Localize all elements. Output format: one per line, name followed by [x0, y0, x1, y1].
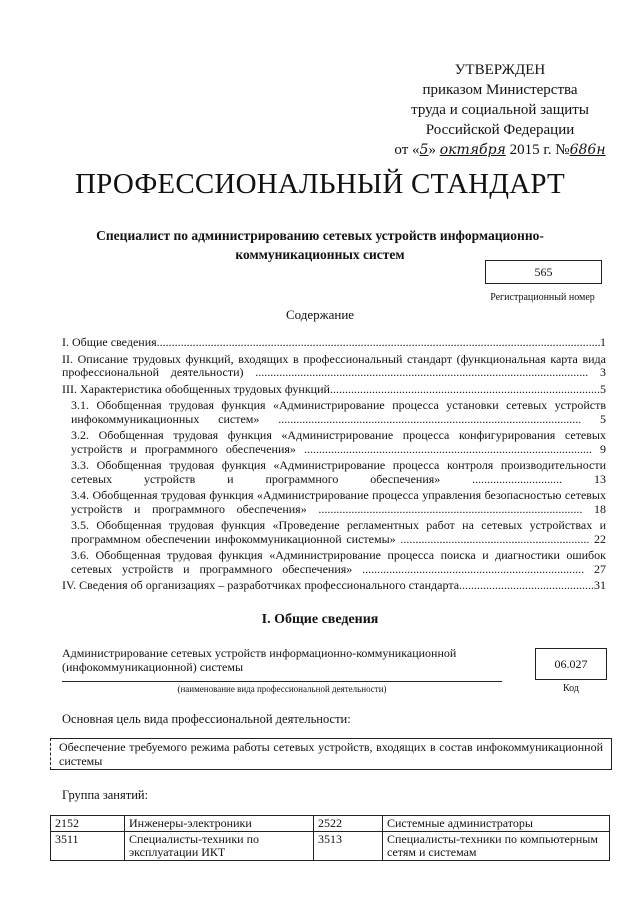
toc-entry-text: 3.2. Обобщенная трудовая функция «Администрирование процесса конфигурирования сетевых устройств и программного обеспечения» — [71, 428, 606, 456]
date-day: 5 — [419, 142, 429, 158]
toc-leader: ..................................................................................................... — [259, 411, 600, 426]
approval-country-line: Российской Федерации — [425, 122, 575, 138]
order-number: 686н — [569, 142, 606, 158]
toc-entry[interactable] — [71, 429, 606, 456]
activity-underline — [62, 681, 502, 682]
activity-name-line2: (инфокоммуникационной) системы — [62, 660, 244, 674]
activity-code-label: Код — [563, 683, 579, 694]
date-month: октября — [439, 142, 506, 158]
occupation-groups-table — [50, 815, 610, 861]
toc-entry[interactable] — [62, 353, 606, 380]
toc-leader: .............................. — [440, 471, 595, 486]
group-name: Инженеры-электроники — [125, 816, 314, 832]
date-mid: » — [428, 142, 436, 158]
group-code: 3513 — [314, 832, 383, 861]
toc-entry-page: 1 — [600, 335, 606, 349]
table-row — [51, 832, 610, 861]
date-year: 2015 г. № — [509, 142, 570, 158]
toc-entry-text: 3.3. Обобщенная трудовая функция «Администрирование процесса контроля производительности сетевых устройств и программного обеспечения» — [71, 458, 606, 486]
activity-name — [62, 646, 502, 674]
toc-title: Содержание — [285, 307, 355, 322]
activity-name-line1: Администрирование сетевых устройств информационно-коммуникационной — [62, 646, 457, 660]
group-code: 2152 — [51, 816, 125, 832]
toc-leader: ............................................................................................................... — [243, 365, 600, 379]
group-name: Системные администраторы — [383, 816, 610, 832]
toc-entry-text: 3.1. Обобщенная трудовая функция «Администрирование процесса установки сетевых устройств инфокоммуникационных систем» — [71, 398, 606, 426]
date-prefix: от « — [394, 142, 420, 158]
toc-entry-text: 3.5. Обобщенная трудовая функция «Проведение регламентных работ на сетевых устройствах и программном обеспечении инфокоммуникационной системы» — [71, 518, 606, 546]
toc-entry[interactable] — [71, 549, 606, 576]
toc-leader: ................................................................................................ — [295, 441, 600, 456]
toc-entry-page: 27 — [594, 561, 607, 576]
toc-entry[interactable] — [62, 336, 606, 350]
toc-entry-page: 22 — [594, 531, 606, 546]
toc-entry-text: 3.6. Обобщенная трудовая функция «Администрирование процесса поиска и диагностики ошибок сетевых устройств и программного обеспечения» — [71, 548, 606, 576]
toc-leader — [330, 383, 600, 397]
document-title: ПРОФЕССИОНАЛЬНЫЙ СТАНДАРТ — [75, 168, 565, 200]
activity-caption: (наименование вида профессиональной деятельности) — [177, 684, 387, 694]
activity-code-box: 06.027 — [535, 648, 607, 680]
toc-entry[interactable] — [71, 399, 606, 426]
group-code: 3511 — [51, 832, 125, 861]
toc-entry-page: 5 — [600, 381, 606, 396]
toc-entry[interactable] — [62, 579, 606, 593]
goal-label: Основная цель вида профессиональной деятельности: — [62, 712, 351, 726]
toc-entry-page: 13 — [594, 471, 607, 486]
toc-entry-page: 31 — [594, 578, 606, 592]
standard-name — [70, 226, 570, 264]
toc-entry-page: 9 — [600, 441, 606, 456]
registration-number-box: 565 — [485, 260, 602, 284]
section-heading: I. Общие сведения — [261, 612, 379, 627]
approval-order-line: приказом Министерства — [422, 82, 578, 98]
toc-entry[interactable] — [62, 383, 606, 397]
standard-name-line1: Специалист по администрированию сетевых устройств информационно- — [96, 228, 544, 243]
toc-entry-text: III. Характеристика обобщенных трудовых функций — [62, 381, 330, 396]
toc-entry-text: 3.4. Обобщенная трудовая функция «Администрирование процесса управления безопасностью сетевых устройств и программного обеспечения» — [71, 488, 606, 516]
toc-leader: .......................................................................... — [352, 561, 595, 576]
table-row — [51, 816, 610, 832]
group-code: 2522 — [314, 816, 383, 832]
approval-block — [385, 60, 615, 160]
table-of-contents — [62, 336, 606, 596]
occupation-groups-label: Группа занятий: — [62, 788, 149, 802]
toc-leader — [459, 579, 594, 593]
toc-entry-text: IV. Сведения об организациях – разработчиках профессионального стандарта — [62, 578, 460, 592]
toc-entry[interactable] — [71, 459, 606, 486]
approval-ministry-line: труда и социальной защиты — [411, 102, 589, 118]
toc-entry-page: 18 — [594, 501, 606, 516]
toc-entry[interactable] — [71, 489, 606, 516]
approval-heading: УТВЕРЖДЕН — [454, 62, 546, 78]
standard-name-line2: коммуникационных систем — [235, 247, 405, 262]
group-name: Специалисты-техники по компьютерным сетям и системам — [383, 832, 610, 861]
toc-entry[interactable] — [71, 519, 606, 546]
toc-entry-page: 5 — [600, 411, 606, 426]
toc-leader: ............................................................... — [395, 531, 594, 546]
goal-text: Обеспечение требуемого режима работы сетевых устройств, входящих в состав инфокоммуникационной системы — [59, 740, 603, 768]
toc-entry-page: 3 — [600, 365, 606, 379]
approval-date-line — [385, 140, 615, 160]
goal-box — [50, 738, 612, 770]
group-name: Специалисты-техники по эксплуатации ИКТ — [125, 832, 314, 861]
toc-leader — [157, 336, 600, 350]
registration-number-label: Регистрационный номер — [490, 292, 595, 303]
toc-entry-text: II. Описание трудовых функций, входящих в профессиональный стандарт (функциональная карта вида профессиональной деятельности) — [62, 351, 606, 379]
toc-leader: ........................................................................................ — [306, 501, 594, 516]
toc-entry-text: I. Общие сведения — [62, 335, 157, 349]
